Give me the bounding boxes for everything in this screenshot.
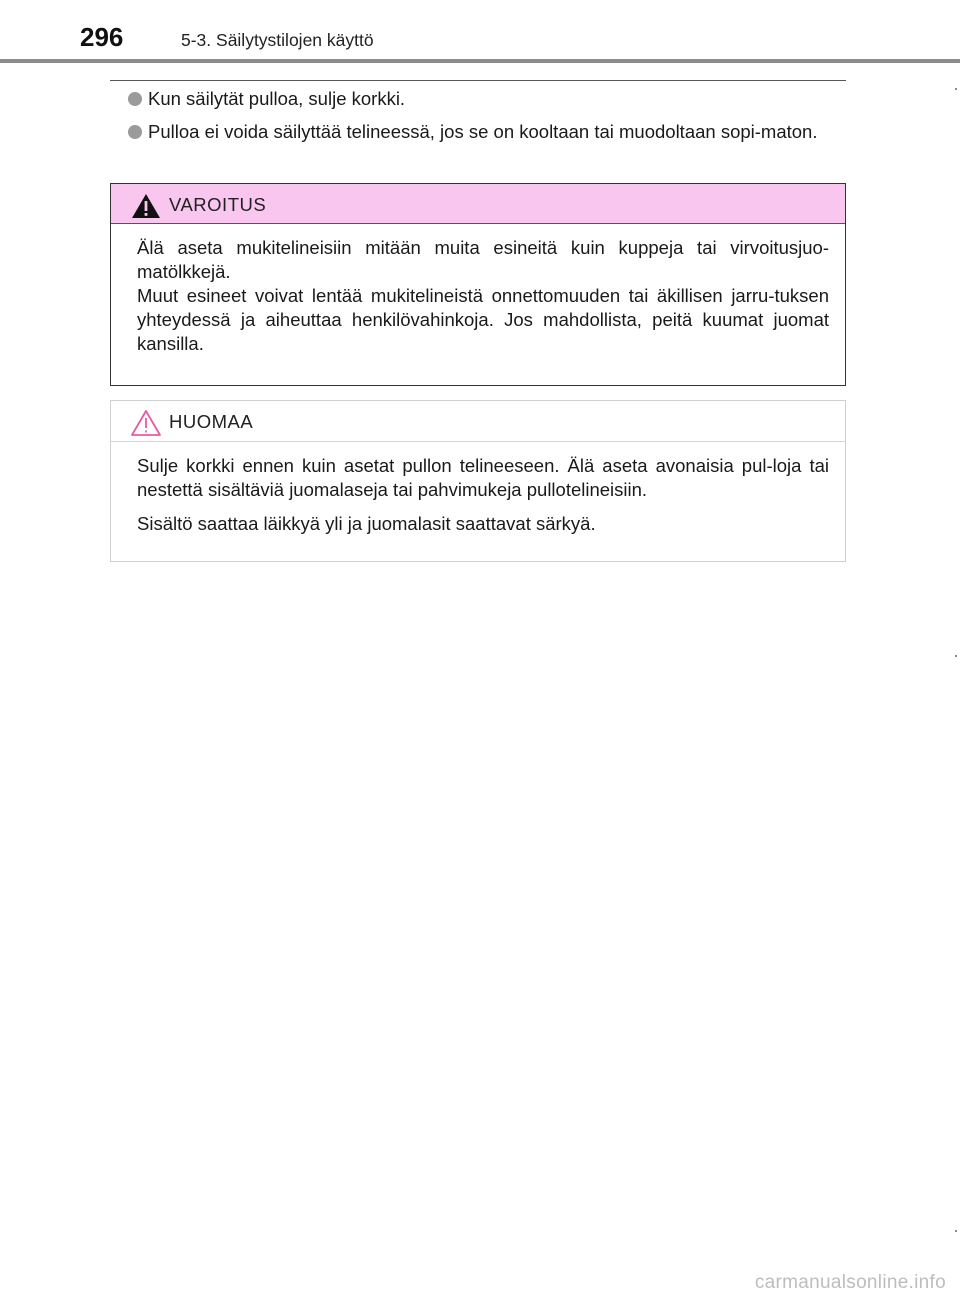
warning-label: VAROITUS	[169, 194, 267, 215]
warning-body	[111, 224, 845, 356]
bullet-dot-icon	[128, 125, 142, 139]
section-title: 5-3. Säilytystilojen käyttö	[181, 30, 374, 50]
list-item	[127, 87, 847, 111]
edge-mark	[955, 655, 957, 657]
caution-box-header	[111, 401, 845, 442]
edge-mark	[955, 88, 957, 90]
header-rule	[0, 59, 960, 63]
bullet-text: Pulloa ei voida säilyttää telineessä, jos se on kooltaan tai muodoltaan sopi-maton.	[148, 121, 818, 142]
warning-paragraph: Älä aseta mukitelineisiin mitään muita esineitä kuin kuppeja tai virvoitusjuo-matölkkejä.	[137, 237, 829, 282]
warning-paragraph: Muut esineet voivat lentää mukitelineistä onnettomuuden tai äkillisen jarru-tuksen yhteydessä ja aiheuttaa henkilövahinkoja. Jos mahdollista, peitä kuumat juomat kansilla.	[137, 285, 829, 354]
content-top-rule	[110, 80, 846, 81]
caution-triangle-outline-icon	[130, 409, 162, 437]
caution-box	[110, 400, 846, 562]
page-number: 296	[80, 22, 124, 52]
watermark: carmanualsonline.info	[754, 1272, 946, 1293]
caution-paragraph: Sisältö saattaa läikkyä yli ja juomalasit saattavat särkyä.	[137, 513, 596, 534]
warning-box-header	[111, 184, 845, 224]
caution-label: HUOMAA	[169, 411, 254, 432]
bullet-text: Kun säilytät pulloa, sulje korkki.	[148, 88, 406, 109]
bullet-dot-icon	[128, 92, 142, 106]
caution-body	[111, 442, 845, 536]
list-item	[127, 120, 847, 144]
warning-triangle-icon	[130, 192, 162, 220]
bullet-list	[127, 87, 847, 153]
caution-paragraph: Sulje korkki ennen kuin asetat pullon telineeseen. Älä aseta avonaisia pul-loja tai nestettä sisältäviä juomalaseja tai pahvimukeja pullotelineisiin.	[137, 455, 829, 500]
warning-box	[110, 183, 846, 386]
edge-mark	[955, 1230, 957, 1232]
